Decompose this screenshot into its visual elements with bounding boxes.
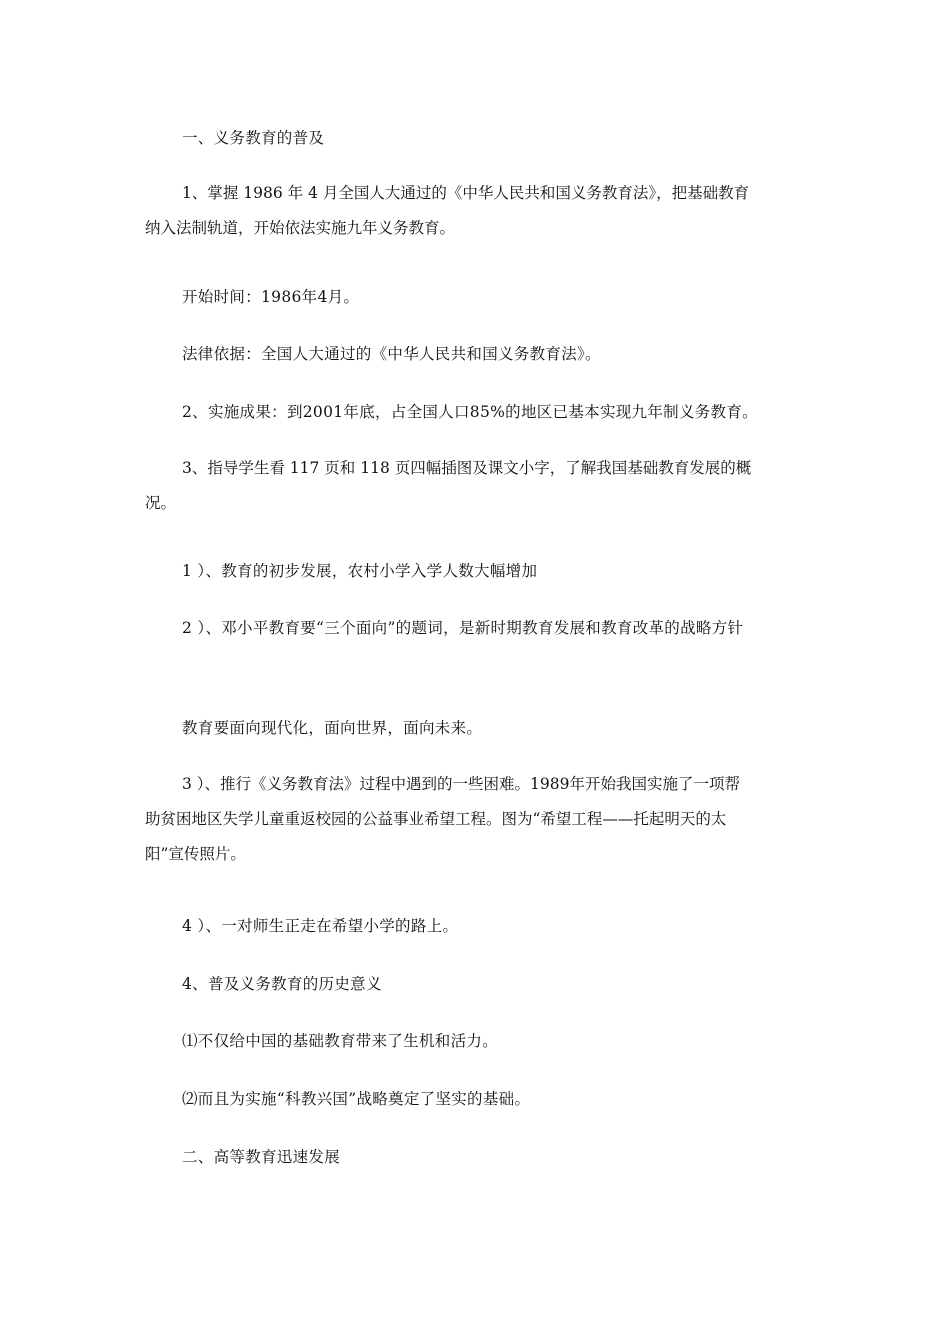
sub-item-1: 1 ）、教育的初步发展，农村小学入学人数大幅增加 — [182, 562, 538, 580]
start-time-text: 开始时间：1986年4月。 — [182, 288, 360, 306]
paragraph-line: 1、掌握 1986 年 4 月全国人大通过的《中华人民共和国义务教育法》，把基础教育 — [182, 184, 750, 202]
sub-item-2: 2 ）、邓小平教育要“三个面向”的题词，是新时期教育发展和教育改革的战略方针 — [182, 619, 744, 637]
paragraph-line: 纳入法制轨道，开始依法实施九年义务教育。 — [145, 219, 456, 237]
paragraph-line: 3、指导学生看 117 页和 118 页四幅插图及课文小字，了解我国基础教育发展的概 — [182, 459, 752, 477]
paragraph-item-2: 2、实施成果：到2001年底，占全国人口85%的地区已基本实现九年制义务教育。 — [182, 403, 758, 421]
paragraph-line: 阳”宣传照片。 — [145, 845, 246, 863]
legal-basis-text: 法律依据：全国人大通过的《中华人民共和国义务教育法》。 — [182, 345, 601, 363]
section-heading-higher-education: 二、高等教育迅速发展 — [182, 1148, 341, 1166]
paragraph-line: 况。 — [145, 494, 177, 512]
three-directions-text: 教育要面向现代化，面向世界，面向未来。 — [182, 719, 483, 737]
paragraph-line: 3 ）、推行《义务教育法》过程中遇到的一些困难。1989年开始我国实施了一项帮 — [182, 775, 740, 793]
paragraph-item-3 — [145, 451, 805, 521]
section-heading-compulsory-education: 一、义务教育的普及 — [182, 129, 325, 147]
sub-item-4: 4 ）、一对师生正走在希望小学的路上。 — [182, 917, 459, 935]
sub-item-3 — [145, 767, 805, 872]
paragraph-line: 助贫困地区失学儿童重返校园的公益事业希望工程。图为“希望工程——托起明天的太 — [145, 810, 727, 828]
meaning-point-2: ⑵而且为实施“科教兴国”战略奠定了坚实的基础。 — [182, 1090, 531, 1108]
paragraph-item-1 — [145, 176, 805, 246]
paragraph-item-4: 4、普及义务教育的历史意义 — [182, 975, 382, 993]
meaning-point-1: ⑴不仅给中国的基础教育带来了生机和活力。 — [182, 1032, 499, 1050]
